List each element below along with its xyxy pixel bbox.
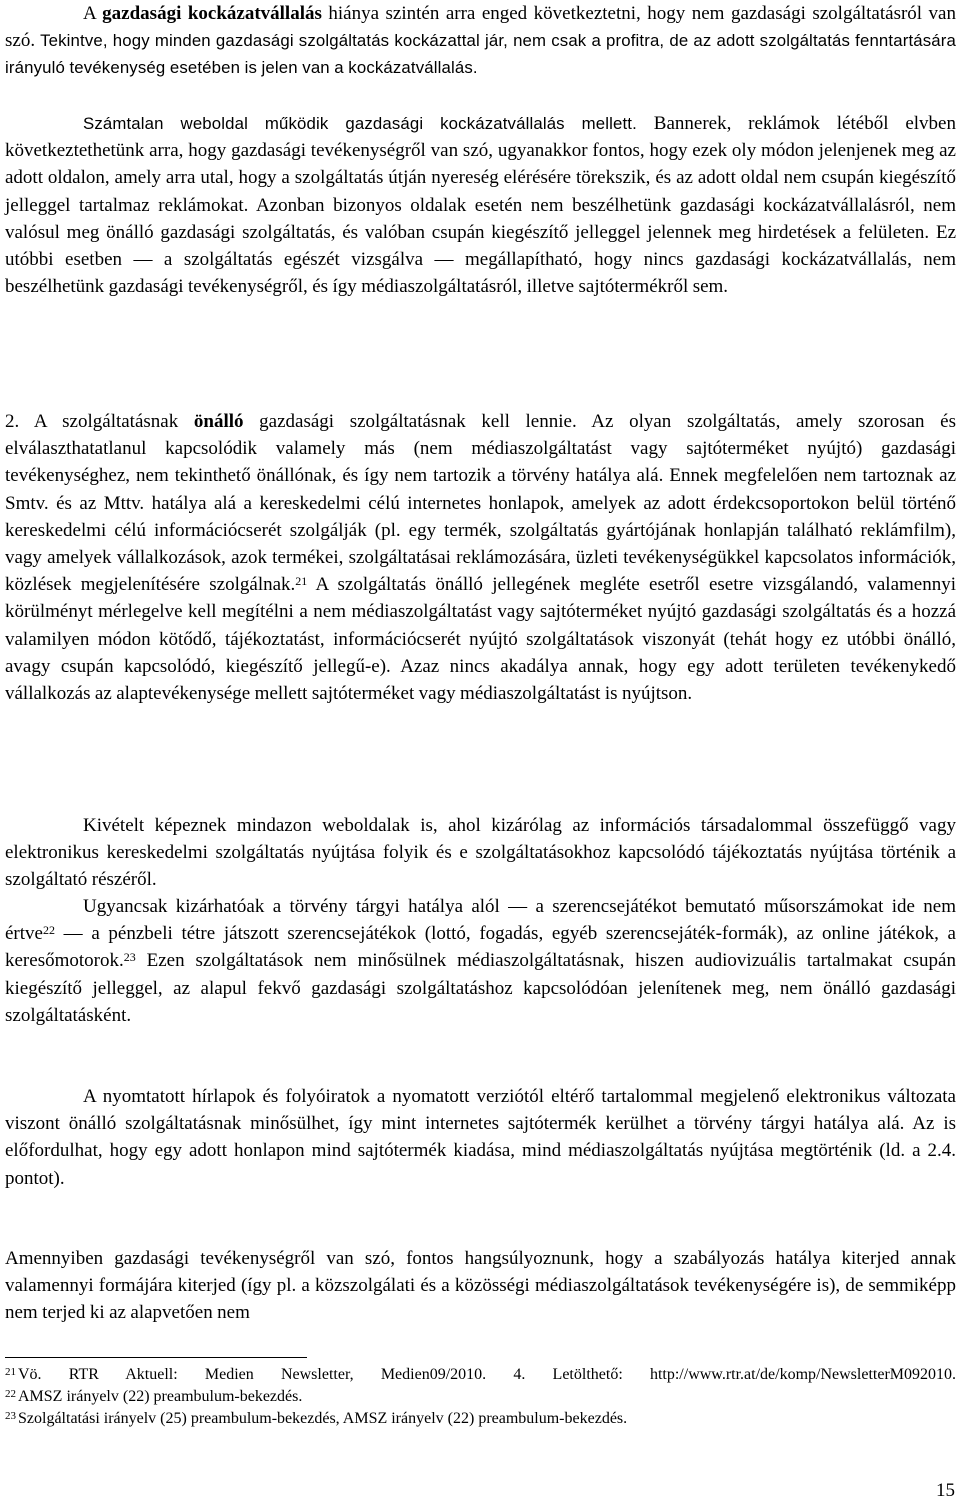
footnote-number: 21 bbox=[5, 1366, 16, 1378]
text-run: 2. A szolgáltatásnak bbox=[5, 411, 194, 432]
text-run: Bannerek, reklámok létéből elvben következtethetünk arra, hogy gazdasági tevékenységről van szó, ugyanakkor fontos, hogy ezek oly módon jelenjenek meg az adott oldalon, amely arra utal, hogy a szolgáltatás útján nyereség elérésére törekszik, és az adott oldal nem csupán kiegészítő jelleggel tartalmaz reklámokat. Azonban bizonyos oldalak esetén nem beszélhetünk gazdasági kockázatvállalásról, nem valósul meg önálló gazdasági szolgáltatás, és valóban csupán kiegészítő jelleggel jelennek meg hirdetések a felületen. Ez utóbbi esetben ― a szolgáltatás egészét vizsgálva ― megállapítható, hogy nincs gazdasági kockázatvállalás, nem beszélhetünk gazdasági tevékenységről, és így médiaszolgáltatásról, illetve sajtótermékről sem. bbox=[5, 113, 956, 298]
footnote-23 bbox=[5, 1408, 956, 1430]
text-run: ― a pénzbeli tétre játszott szerencsejátékok (lottó, fogadás, egyéb szerencsejáték-formák), az online játékok, a keresőmotorok. bbox=[5, 923, 956, 972]
text-run: A nyomtatott hírlapok és folyóiratok a nyomatott verziótól eltérő tartalommal megjelenő elektronikus változata viszont önálló szolgáltatásnak minősülhet, így mint internetes sajtótermék kerülhet a törvény tárgyi hatálya alá. Az is előfordulhat, hogy egy adott honlapon mind sajtótermék kiadása, mind médiaszolgáltatás nyújtása megtörténik (ld. a 2.4. pontot). bbox=[5, 1086, 956, 1189]
bold-term: gazdasági kockázatvállalás bbox=[102, 3, 322, 24]
paragraph-press bbox=[5, 1083, 956, 1192]
footnote-22 bbox=[5, 1386, 956, 1408]
footnote-text: AMSZ irányelv (22) preambulum-bekezdés. bbox=[18, 1388, 303, 1406]
footnote-ref-21[interactable]: 21 bbox=[295, 574, 308, 589]
footnote-number: 22 bbox=[5, 1388, 16, 1401]
footnotes bbox=[5, 1364, 956, 1431]
text-run: Kivételt képeznek mindazon weboldalak is, ahol kizárólag az információs társadalommal összefüggő vagy elektronikus kereskedelmi szolgáltatás nyújtása folyik és e szolgáltatásokhoz kapcsolódó tájékoztatás nyújtása történik a szolgáltató részéről. bbox=[5, 815, 956, 891]
text-run-sans: Számtalan weboldal működik gazdasági kockázatvállalás mellett. bbox=[83, 114, 637, 133]
text-run: A szolgáltatás önálló jellegének megléte esetről esetre vizsgálandó, valamennyi körülményt mérlegelve kell megítélni a nem médiaszolgáltatást vagy sajtóterméket nyújtó gazdasági szolgáltatás és a hozzá valamilyen módon kötődő, tájékoztatást, információcserét nyújtó szolgáltatások viszonyát (tehát hogy ez utóbbi önálló, avagy csupán kapcsolódó, kiegészítő jellegű-e). Azaz nincs akadálya annak, hogy egy adott területen tevékenykedő vállalkozás az alaptevékenysége mellett sajtóterméket vagy médiaszolgáltatást is nyújtson. bbox=[5, 574, 956, 705]
bold-term: önálló bbox=[193, 411, 244, 432]
paragraph-independent-service bbox=[5, 408, 956, 707]
paragraph-exceptions bbox=[5, 812, 956, 894]
paragraph-economic-activity bbox=[5, 1245, 956, 1327]
paragraph-risk-taking bbox=[5, 0, 956, 82]
footnote-separator bbox=[5, 1357, 307, 1358]
footnote-ref-23[interactable]: 23 bbox=[123, 950, 136, 965]
footnote-text: Vö. RTR Aktuell: Medien Newsletter, Medien09/2010. 4. Letölthető: http://www.rtr.at/de/komp/NewsletterM092010. bbox=[18, 1366, 956, 1383]
text-run: gazdasági szolgáltatásnak kell lennie. bbox=[243, 411, 577, 432]
text-run: A bbox=[83, 3, 103, 24]
text-run: hiánya szintén arra enged következtetni, hogy nem gazdasági szolgáltatásról van szó. bbox=[5, 3, 956, 52]
text-run-sans: Tekintve, hogy minden gazdasági szolgáltatás kockázattal jár, nem csak a profitra, de az adott szolgáltatás fenntartására irányuló tevékenység esetében is jelen van a kockázatvállalás. bbox=[5, 31, 956, 78]
footnote-text: Szolgáltatási irányelv (25) preambulum-bekezdés, AMSZ irányelv (22) preambulum-bekezdés. bbox=[18, 1410, 628, 1428]
page-number: 15 bbox=[936, 1480, 955, 1501]
footnote-number: 23 bbox=[5, 1410, 16, 1423]
paragraph-websites bbox=[5, 110, 956, 300]
paragraph-gambling bbox=[5, 893, 956, 1029]
text-run: Az olyan szolgáltatás, amely szorosan és elválaszthatatlanul kapcsolódik valamely más (nem médiaszolgáltatást vagy sajtóterméket nyújtó) gazdasági tevékenységhez, nem tekinthető önállónak, és így nem tartozik a törvény hatálya alá. Ennek megfelelően nem tartoznak az Smtv. és az Mttv. hatálya alá a kereskedelmi célú internetes honlapok, amelyek az adott érdekcsoportokon belül történő kereskedelmi célú információcserét szolgálják (pl. egy termék, szolgáltatás gyártójának honlapján található reklámfilm), vagy amelyek vállalkozások, azok termékei, szolgáltatásai reklámozására, üzleti tevékenységükkel kapcsolatos információk, közlések megjelenítésére szolgálnak. bbox=[5, 411, 956, 596]
text-run: Amennyiben gazdasági tevékenységről van szó, fontos hangsúlyoznunk, hogy a szabályozás hatálya kiterjed annak valamennyi formájára kiterjed (így pl. a közszolgálati és a közösségi médiaszolgáltatások tevékenységére is), de semmiképp nem terjed ki az alapvetően nem bbox=[5, 1248, 956, 1324]
text-run: Ezen szolgáltatások nem minősülnek médiaszolgáltatásnak, hiszen audiovizuális tartalmakat csupán kiegészítő jelleggel, az alapul fekvő gazdasági szolgáltatáshoz kapcsolódóan jelenítenek meg, nem önálló gazdasági szolgáltatásként. bbox=[5, 950, 956, 1026]
footnote-21 bbox=[5, 1364, 956, 1386]
text-run: Ugyancsak kizárhatóak a törvény tárgyi hatálya alól ― a szerencsejátékot bemutató műsorszámokat ide nem értve bbox=[5, 896, 956, 945]
footnote-ref-22[interactable]: 22 bbox=[42, 923, 55, 938]
